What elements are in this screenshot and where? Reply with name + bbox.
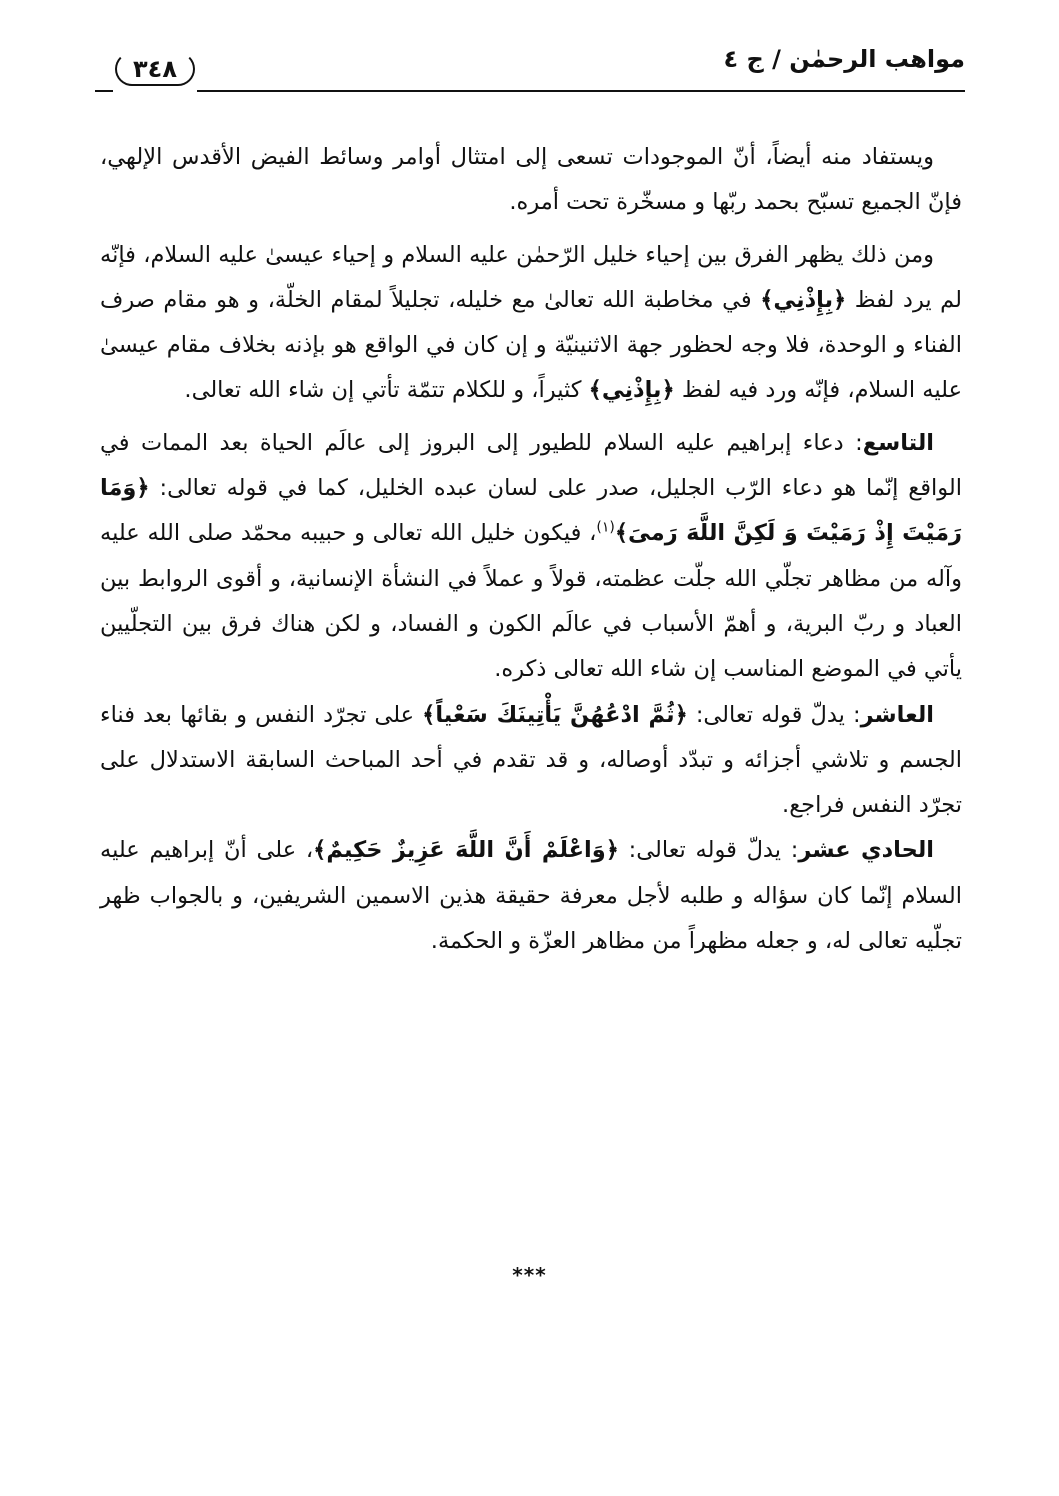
paragraph-4: [100, 693, 962, 829]
paragraph-5: [100, 828, 962, 964]
quran-quote: ﴿ثُمَّ ادْعُهُنَّ يَأْتِينَكَ سَعْياً﴾: [422, 701, 688, 728]
page-number-badge: [115, 52, 195, 86]
paragraph-1-text: ويستفاد منه أيضاً، أنّ الموجودات تسعى إلى امتثال أوامر وسائط الفيض الأقدس الإلهي، فإنّ الجميع تسبّح بحمد ربّها و مسخّرة تحت أمره.: [100, 144, 962, 216]
header-divider-gap: [113, 88, 197, 94]
paragraph-4-text-2: على تجرّد النفس و بقائها بعد فناء الجسم و تلاشي أجزائه و تبدّد أوصاله، و قد تقدم في أحد المباحث السابقة الاستدلال على تجرّد النفس فراجع.: [100, 701, 962, 819]
paragraph-2-text-3: كثيراً، و للكلام تتمّة تأتي إن شاء الله تعالى.: [184, 377, 589, 404]
footnote-marker: (١): [596, 519, 615, 536]
paragraph-5-text-1: : يدلّ قوله تعالى:: [618, 837, 799, 864]
section-lead-ninth: التاسع: [862, 429, 934, 456]
paragraph-2-text-1: ومن ذلك يظهر الفرق بين إحياء خليل الرّحمٰن عليه السلام و إحياء عيسىٰ عليه السلام، فإنّه لم يرد لفظ: [100, 241, 962, 313]
paragraph-2: [100, 233, 962, 414]
running-title: مواهب الرحمٰن / ج ٤: [723, 45, 965, 73]
header-divider: [95, 90, 965, 92]
page-header: [95, 38, 965, 88]
body-text: [100, 135, 962, 964]
section-separator: ***: [512, 1263, 547, 1287]
paragraph-3-text-2: ، فيكون خليل الله تعالى و حبيبه محمّد صلى الله عليه وآله من مظاهر تجلّي الله جلّت عظمته، قولاً و عملاً في النشأة الإنسانية، و أقوى الروابط بين العباد و ربّ البرية، و أهمّ الأسباب في عالَم الكون و الفساد، و لكن هناك فرق بين التجلّيين يأتي في الموضع المناسب إن شاء الله تعالى ذكره.: [100, 520, 962, 683]
paragraph-4-text-1: : يدلّ قوله تعالى:: [687, 701, 861, 728]
quran-quote: ﴿وَاعْلَمْ أَنَّ اللَّهَ عَزِيزٌ حَكِيمٌ﴾: [313, 837, 619, 864]
quran-quote: ﴿بِإِذْنِي﴾: [588, 377, 675, 404]
paragraph-2-text-2: في مخاطبة الله تعالىٰ مع خليله، تجليلاً لمقام الخلّة، و هو مقام صرف الفناء و الوحدة، فلا وجه لحظور جهة الاثنينيّة و إن كان في الواقع هو بإذنه بخلاف مقام عيسىٰ عليه السلام، فإنّه ورد فيه لفظ: [100, 286, 962, 404]
paragraph-3: [100, 421, 962, 693]
section-lead-tenth: العاشر: [860, 701, 934, 728]
page-number: ٣٤٨: [133, 55, 177, 83]
quran-quote: ﴿بِإِذْنِي﴾: [760, 286, 847, 313]
paragraph-5-text-2: ، على أنّ إبراهيم عليه السلام إنّما كان سؤاله و طلبه لأجل معرفة حقيقة هذين الاسمين الشريفين، و بالجواب ظهر تجلّيه تعالى له، و جعله مظهراً من مظاهر العزّة و الحكمة.: [100, 837, 962, 955]
paragraph-3-text-1: : دعاء إبراهيم عليه السلام للطيور إلى البروز إلى عالَم الحياة بعد الممات في الواقع إنّما هو دعاء الرّب الجليل، صدر على لسان عبده الخليل، كما في قوله تعالى:: [100, 429, 962, 502]
section-lead-eleventh: الحادي عشر: [798, 837, 934, 864]
paragraph-1: [100, 135, 962, 226]
quran-quote: ﴿وَمَا رَمَيْتَ إِذْ رَمَيْتَ وَ لَكِنَّ اللَّهَ رَمىَ﴾: [100, 475, 962, 547]
